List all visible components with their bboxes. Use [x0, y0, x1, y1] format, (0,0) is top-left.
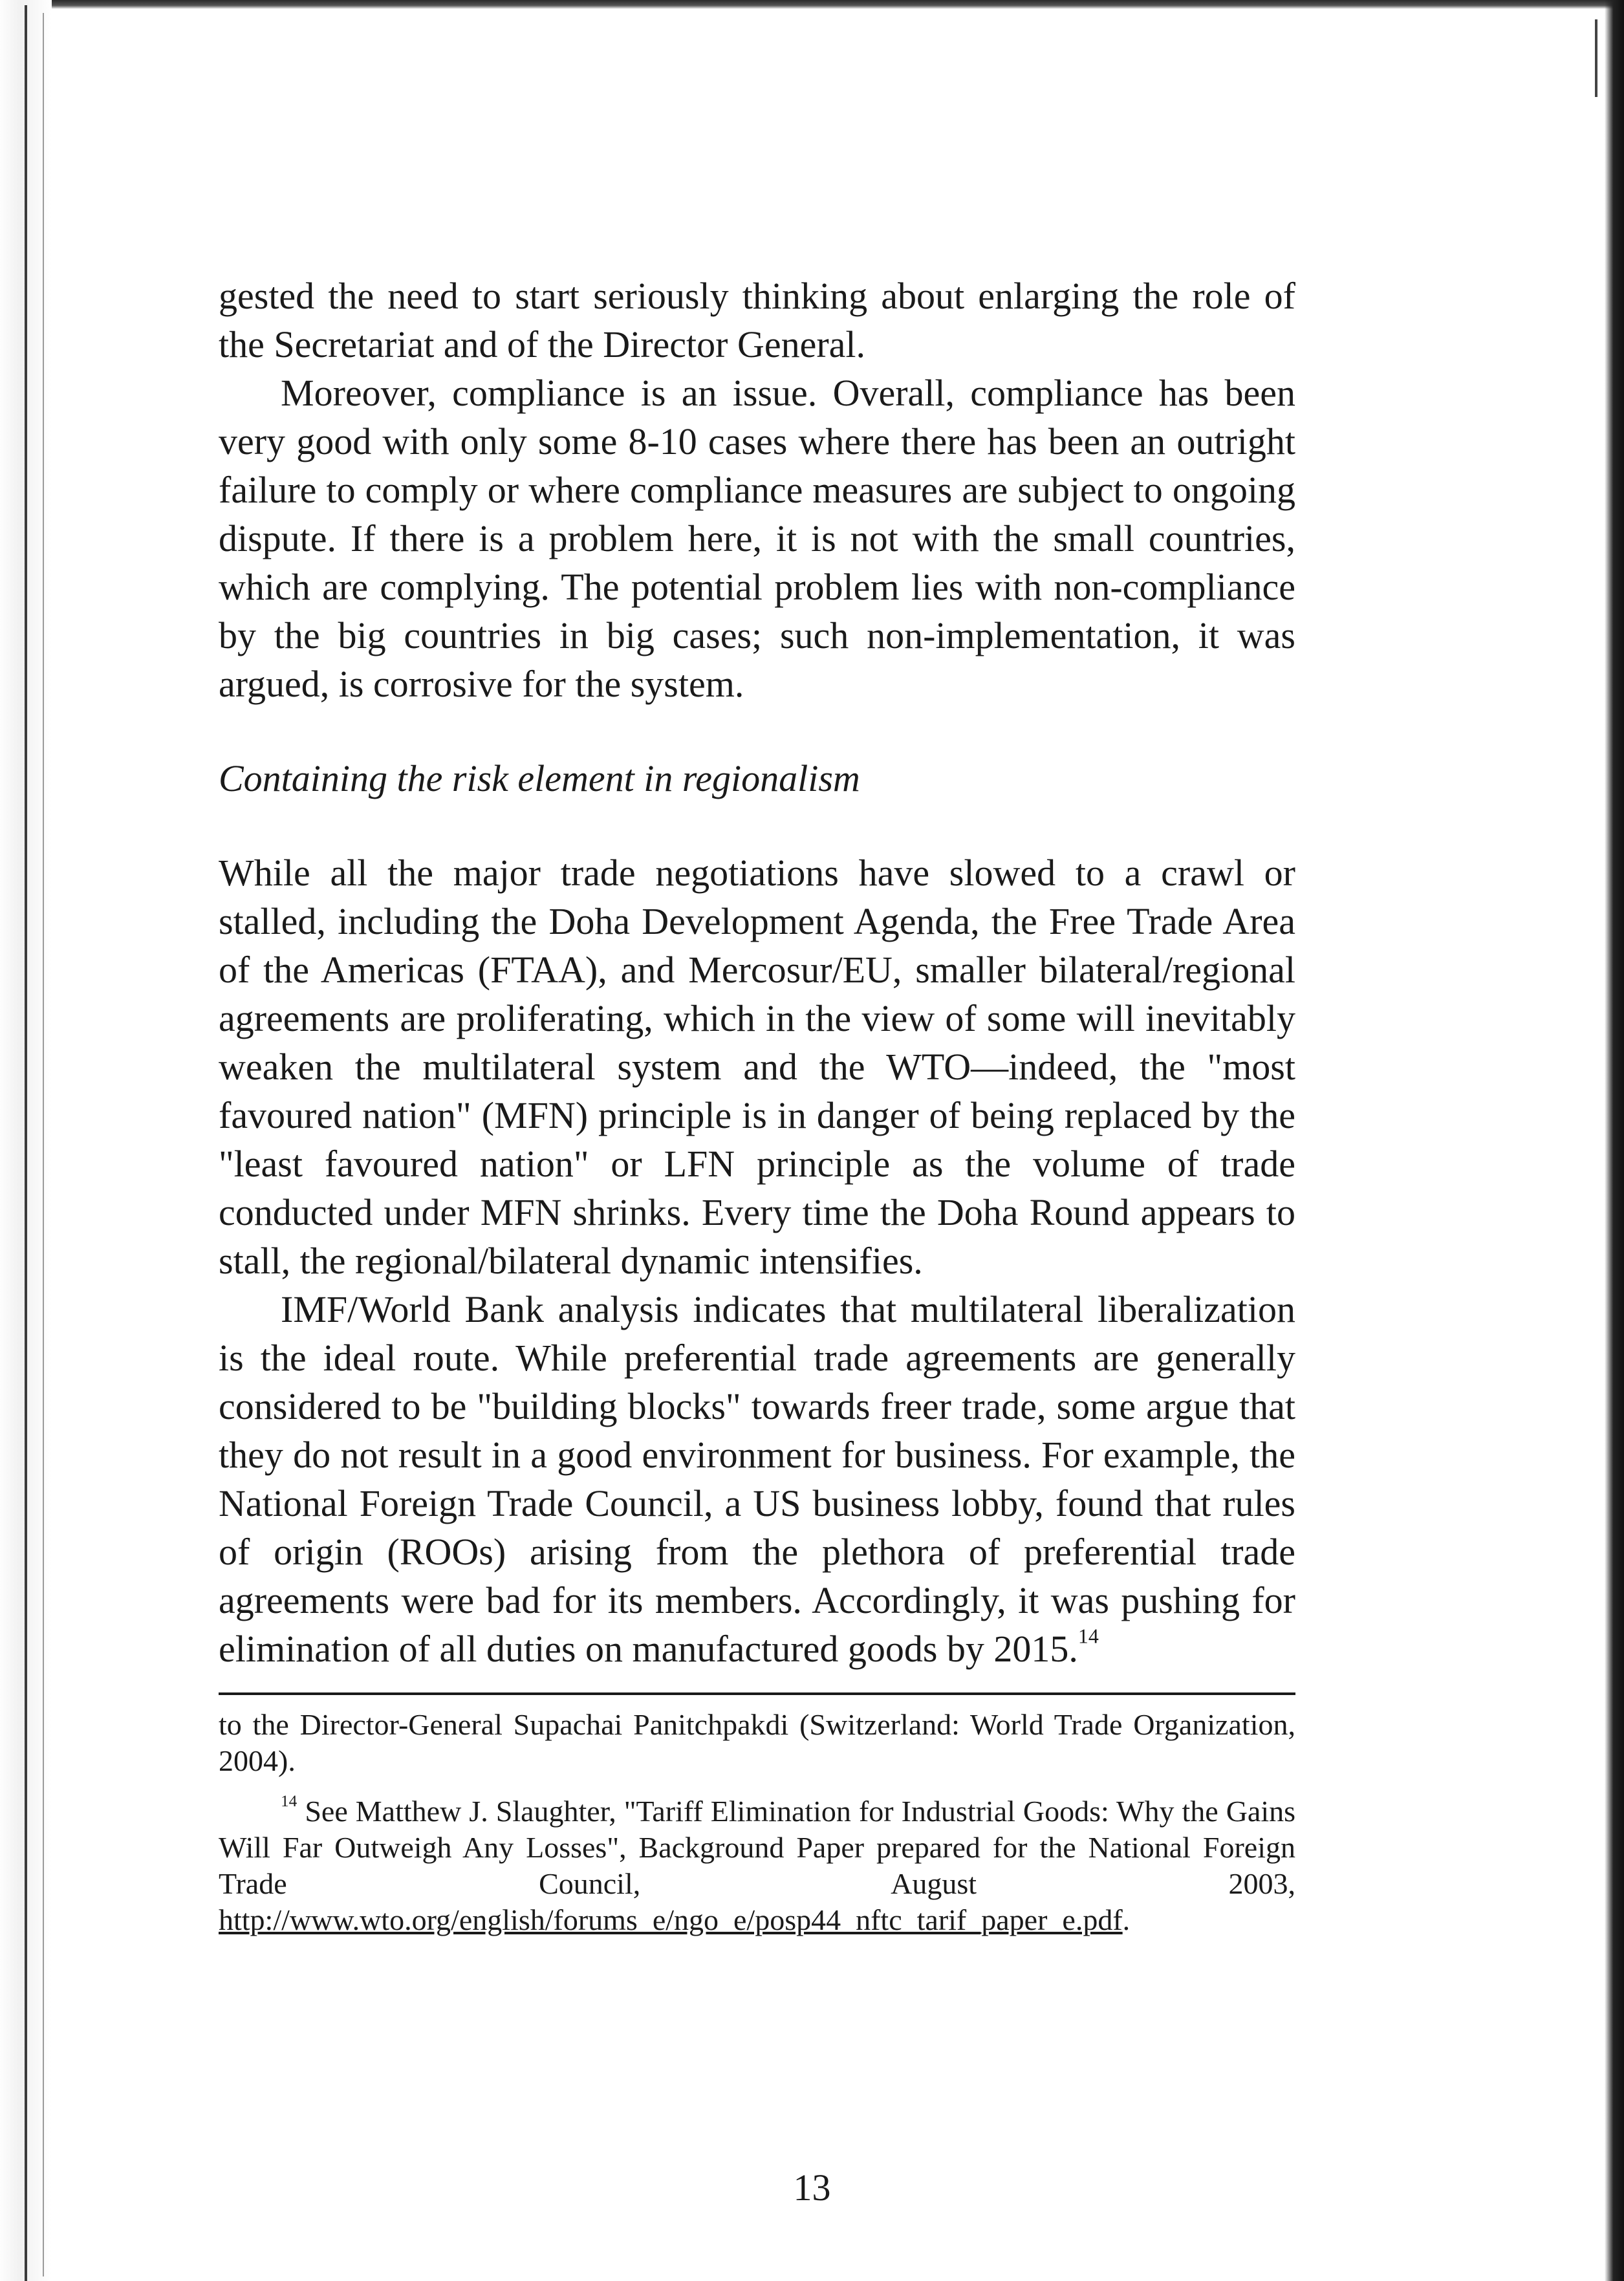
body-paragraph-imf-analysis	[219, 1285, 1295, 1673]
footnote-continuation: to the Director-General Supachai Panitchpakdi (Switzerland: World Trade Organization, 2004).	[219, 1708, 1295, 1777]
footnote-14-text: See Matthew J. Slaughter, "Tariff Elimination for Industrial Goods: Why the Gains Will Far Outweigh Any Losses", Background Paper prepared for the National Foreign Trade Council, August 2003,	[219, 1795, 1296, 1900]
footnote-reference[interactable]: 14	[1077, 1625, 1099, 1648]
scan-right-mark	[1595, 19, 1597, 97]
footnote-14-end: .	[1122, 1903, 1131, 1936]
body-paragraph-compliance: Moreover, compliance is an issue. Overall, compliance has been very good with only some 8-10 cases where there has been an outright failure to comply or where compliance measures are subject to ongoing dispute. If there is a problem here, it is not with the small countries, which are complying. The potential problem lies with non-compliance by the big countries in big cases; such non-implementation, it was argued, is corrosive for the system.	[219, 372, 1295, 705]
body-paragraph-imf-analysis-text: IMF/World Bank analysis indicates that multilateral liberalization is the ideal route. While preferential trade agreements are generally considered to be "building blocks" towards freer trade, some argue that they do not result in a good environment for business. For example, the National Foreign Trade Council, a US business lobby, found that rules of origin (ROOs) arising from the plethora of preferential trade agreements were bad for its members. Accordingly, it was pushing for elimination of all duties on manufactured goods by 2015.	[219, 1288, 1295, 1670]
scan-top-edge	[0, 0, 1624, 9]
body-paragraph-regionalism: While all the major trade negotiations have slowed to a crawl or stalled, including the Doha Development Agenda, the Free Trade Area of the Americas (FTAA), and Mercosur/EU, smaller bilateral/regional agreements are proliferating, which in the view of some will inevitably weaken the multilateral system and the WTO—indeed, the "most favoured nation" (MFN) principle is in danger of being replaced by the "least favoured nation" or LFN principle as the volume of trade conducted under MFN shrinks. Every time the Doha Round appears to stall, the regional/bilateral dynamic intensifies.	[219, 852, 1295, 1282]
body-paragraph-continued: gested the need to start seriously thinking about enlarging the role of the Secretariat and of the Director General.	[219, 275, 1295, 365]
footnote-link[interactable]: http://www.wto.org/english/forums_e/ngo_e/posp44_nftc_tarif_paper_e.pdf	[219, 1903, 1123, 1936]
scan-right-edge	[1605, 0, 1624, 2281]
page-number: 13	[793, 2167, 831, 2209]
scan-binding-line-faint	[43, 13, 44, 2276]
footnote-14	[219, 1793, 1295, 1938]
section-heading: Containing the risk element in regionalism	[219, 757, 860, 799]
page-content	[219, 272, 1295, 1938]
footnote-number: 14	[281, 1792, 298, 1811]
scan-binding-line	[25, 5, 27, 2281]
